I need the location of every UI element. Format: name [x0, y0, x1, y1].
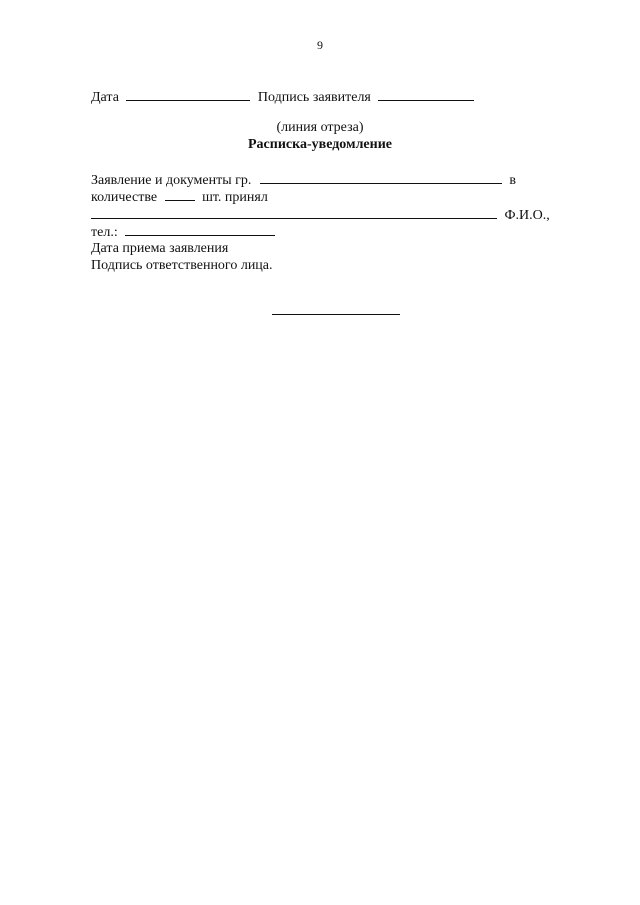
applicant-signature-blank — [378, 87, 474, 101]
phone-label: тел.: — [91, 225, 118, 240]
receipt-title: Расписка-уведомление — [248, 137, 392, 152]
cut-line-label: (линия отреза) — [276, 120, 364, 135]
responsible-signature-label: Подпись ответственного лица. — [91, 258, 273, 273]
receipt-phone-line — [91, 222, 275, 241]
applicant-signature-label: Подпись заявителя — [257, 90, 371, 105]
receipt-quantity-line — [91, 187, 268, 206]
pieces-accepted-label: шт. принял — [202, 190, 268, 205]
fio-blank — [91, 205, 497, 219]
signature-row — [91, 87, 474, 106]
in-word: в — [509, 173, 516, 188]
quantity-label: количестве — [91, 190, 158, 205]
closing-divider — [272, 314, 400, 315]
acceptance-date-label: Дата приема заявления — [91, 241, 229, 256]
fio-label: Ф.И.О., — [504, 208, 550, 223]
phone-blank — [125, 222, 275, 236]
applicant-name-blank — [260, 170, 502, 184]
date-blank — [126, 87, 250, 101]
page-number: 9 — [317, 38, 323, 52]
documents-label: Заявление и документы гр. — [91, 173, 252, 188]
date-label: Дата — [91, 90, 119, 105]
quantity-blank — [165, 187, 195, 201]
